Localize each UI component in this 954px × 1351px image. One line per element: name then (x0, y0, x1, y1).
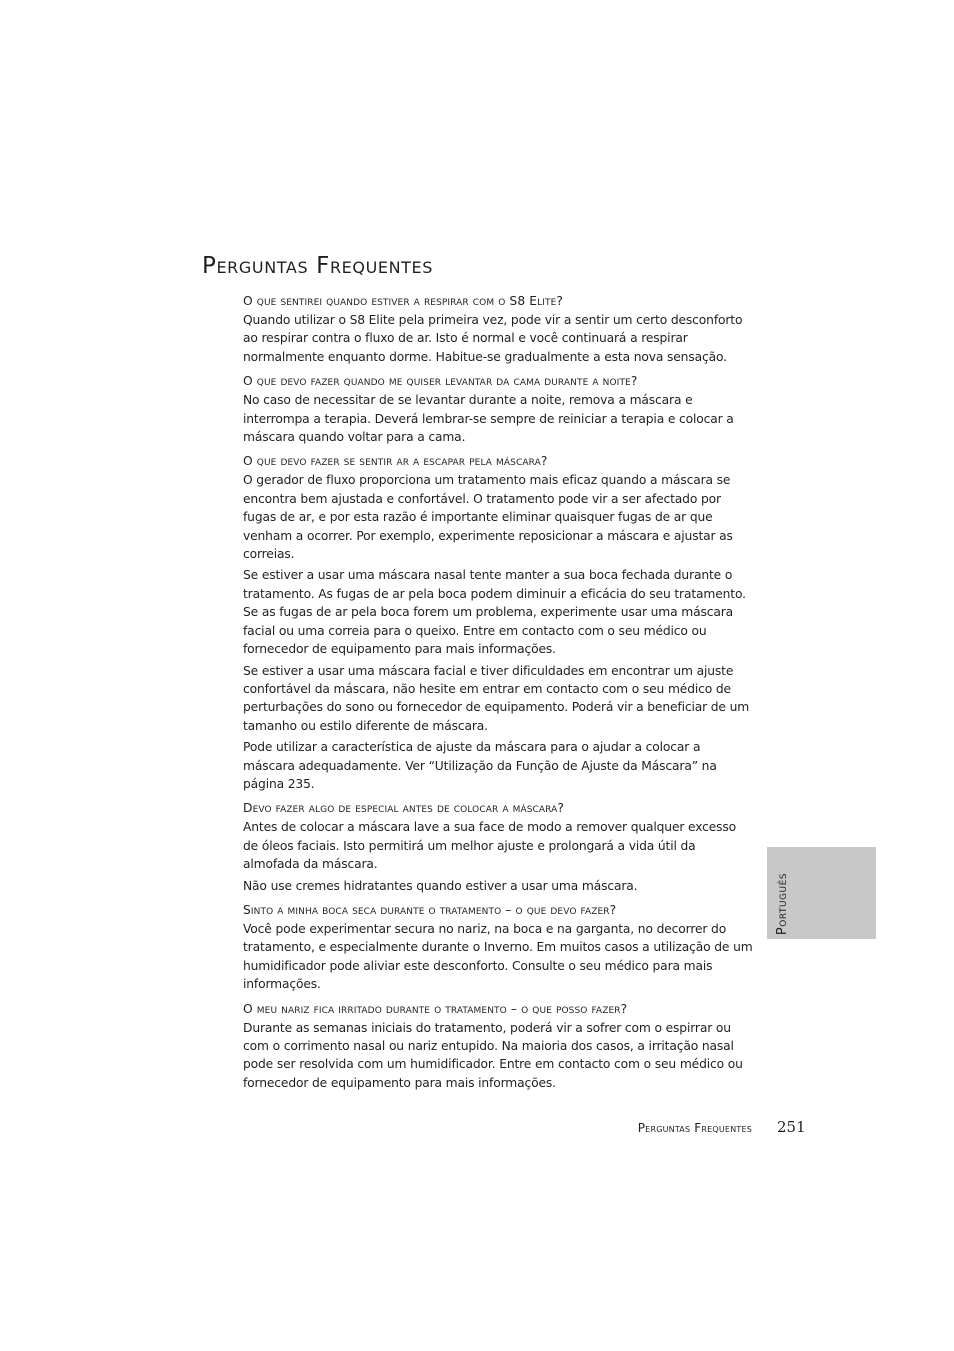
faq-item (243, 901, 753, 994)
faq-answer: Antes de colocar a máscara lave a sua face de modo a remover qualquer excesso de óleos faciais. Isto permitirá um melhor ajuste e prolongará a vida útil da almofada da máscara. (243, 820, 737, 872)
faq-answer: O gerador de fluxo proporciona um tratamento mais eficaz quando a máscara se encontra bem ajustada e confortável. O tratamento pode vir a ser afectado por fugas de ar, e por esta razão é importante eliminar quaisquer fugas de ar que venham a ocorrer. Por exemplo, experimente reposicionar a máscara e ajustar as correias. (243, 473, 733, 562)
faq-item (243, 452, 753, 793)
page-title: Perguntas Frequentes (202, 253, 433, 279)
faq-question: O que devo fazer quando me quiser levantar da cama durante a noite? (243, 374, 638, 389)
footer-section-label: Perguntas Frequentes (637, 1121, 752, 1135)
faq-question: O meu nariz fica irritado durante o tratamento – o que posso fazer? (243, 1001, 628, 1016)
faq-answer: Durante as semanas iniciais do tratamento, poderá vir a sofrer com o espirrar ou com o corrimento nasal ou nariz entupido. Na maioria dos casos, a irritação nasal pode ser resolvida com um humidificador. Entre em contacto com o seu médico ou fornecedor de equipamento para mais informações. (243, 1020, 743, 1090)
faq-answer: Quando utilizar o S8 Elite pela primeira vez, pode vir a sentir um certo desconforto ao respirar contra o fluxo de ar. Isto é normal e você continuará a respirar normalmente enquanto dorme. Habitue-se gradualmente a esta nova sensação. (243, 313, 743, 364)
faq-question: Devo fazer algo de especial antes de colocar a máscara? (243, 801, 565, 816)
faq-answer: Você pode experimentar secura no nariz, na boca e na garganta, no decorrer do tratamento, e especialmente durante o Inverno. Em muitos casos a utilização de um humidificador pode aliviar este desconforto. Consulte o seu médico para mais informações. (243, 921, 753, 992)
faq-item (243, 799, 753, 895)
faq-answer: No caso de necessitar de se levantar durante a noite, remova a máscara e interrompa a terapia. Deverá lembrar-se sempre de reiniciar a terapia e colocar a máscara quando voltar para a cama. (243, 393, 734, 445)
faq-item (243, 1000, 753, 1093)
faq-answer: Pode utilizar a característica de ajuste da máscara para o ajudar a colocar a máscara adequadamente. Ver “Utilização da Função de Ajuste da Máscara” na página 235. (243, 740, 717, 791)
faq-item (243, 292, 753, 366)
faq-answer: Se estiver a usar uma máscara nasal tente manter a sua boca fechada durante o tratamento. As fugas de ar pela boca podem diminuir a eficácia do seu tratamento. Se as fugas de ar pela boca forem um problema, experimente usar uma máscara facial ou uma correia para o queixo. Entre em contacto com o seu médico ou fornecedor de equipamento para mais informações. (243, 568, 746, 657)
faq-question: O que sentirei quando estiver a respirar com o S8 Elite? (243, 294, 564, 308)
faq-answer: Se estiver a usar uma máscara facial e tiver dificuldades em encontrar um ajuste confortável da máscara, não hesite em entrar em contacto com o seu médico de perturbações do sono ou fornecedor de equipamento. Poderá vir a beneficiar de um tamanho ou estilo diferente de máscara. (243, 663, 750, 733)
faq-answer: Não use cremes hidratantes quando estiver a usar uma máscara. (243, 878, 638, 893)
faq-question: O que devo fazer se sentir ar a escapar pela máscara? (243, 454, 548, 469)
language-tab (767, 847, 876, 939)
page-number: 251 (777, 1118, 806, 1136)
language-tab-label: Português (775, 872, 790, 935)
faq-list (243, 292, 753, 1098)
faq-item (243, 372, 753, 446)
faq-question: Sinto a minha boca seca durante o tratamento – o que devo fazer? (243, 902, 617, 917)
